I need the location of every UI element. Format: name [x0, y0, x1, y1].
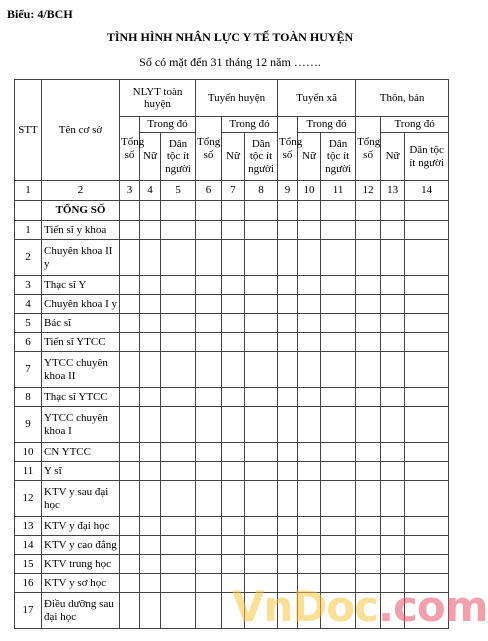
value-cell	[222, 555, 245, 574]
value-cell	[245, 407, 278, 443]
value-cell	[120, 201, 140, 221]
value-cell	[222, 314, 245, 333]
row-facility-name: Tiến sĩ y khoa	[42, 221, 120, 240]
value-cell	[356, 481, 381, 517]
value-cell	[161, 593, 196, 629]
value-cell	[245, 443, 278, 462]
value-cell	[140, 240, 161, 276]
value-cell	[321, 555, 356, 574]
value-cell	[120, 517, 140, 536]
column-number: 12	[356, 181, 381, 201]
table-row	[15, 555, 449, 574]
value-cell	[381, 276, 405, 295]
value-cell	[278, 462, 298, 481]
header-total: Tổng số	[278, 117, 298, 181]
column-number: 1	[15, 181, 42, 201]
value-cell	[356, 295, 381, 314]
value-cell	[381, 536, 405, 555]
value-cell	[405, 443, 449, 462]
row-stt: 9	[15, 407, 42, 443]
value-cell	[196, 462, 222, 481]
value-cell	[381, 240, 405, 276]
header-total: Tổng số	[356, 117, 381, 181]
value-cell	[278, 407, 298, 443]
table-row	[15, 536, 449, 555]
value-cell	[120, 221, 140, 240]
header-of-which: Trong đó	[298, 117, 356, 133]
value-cell	[120, 352, 140, 388]
value-cell	[120, 388, 140, 407]
value-cell	[196, 276, 222, 295]
form-code: Biểu: 4/BCH	[7, 7, 73, 21]
value-cell	[161, 295, 196, 314]
value-cell	[222, 221, 245, 240]
value-cell	[161, 517, 196, 536]
row-stt: 10	[15, 443, 42, 462]
value-cell	[120, 276, 140, 295]
value-cell	[321, 388, 356, 407]
value-cell	[245, 481, 278, 517]
value-cell	[298, 295, 321, 314]
table-row	[15, 407, 449, 443]
value-cell	[356, 221, 381, 240]
table-row	[15, 352, 449, 388]
header-of-which: Trong đó	[381, 117, 449, 133]
value-cell	[245, 240, 278, 276]
document-subtitle: Số có mặt đến 31 tháng 12 năm …….	[139, 55, 321, 69]
value-cell	[140, 314, 161, 333]
row-facility-name: KTV y sau đại học	[42, 481, 120, 517]
value-cell	[298, 240, 321, 276]
value-cell	[161, 276, 196, 295]
value-cell	[321, 201, 356, 221]
table-row	[15, 240, 449, 276]
value-cell	[140, 481, 161, 517]
row-facility-name: Tiến sĩ YTCC	[42, 333, 120, 352]
header-ethnic-minority: Dân tộc ít người	[245, 133, 278, 181]
value-cell	[405, 314, 449, 333]
value-cell	[196, 388, 222, 407]
header-female: Nữ	[222, 133, 245, 181]
value-cell	[278, 314, 298, 333]
row-facility-name: Bác sĩ	[42, 314, 120, 333]
value-cell	[140, 593, 161, 629]
value-cell	[196, 481, 222, 517]
value-cell	[196, 574, 222, 593]
column-number: 5	[161, 181, 196, 201]
value-cell	[321, 295, 356, 314]
table-row	[15, 333, 449, 352]
value-cell	[245, 555, 278, 574]
value-cell	[321, 314, 356, 333]
value-cell	[222, 388, 245, 407]
value-cell	[196, 221, 222, 240]
row-stt: 4	[15, 295, 42, 314]
row-facility-name: YTCC chuyên khoa II	[42, 352, 120, 388]
value-cell	[298, 462, 321, 481]
value-cell	[321, 536, 356, 555]
header-ethnic-minority: Dân tộc ít người	[405, 133, 449, 181]
value-cell	[222, 276, 245, 295]
value-cell	[405, 352, 449, 388]
header-group-village: Thôn, bản	[356, 80, 449, 117]
column-number: 7	[222, 181, 245, 201]
value-cell	[405, 462, 449, 481]
value-cell	[278, 201, 298, 221]
value-cell	[222, 481, 245, 517]
value-cell	[161, 352, 196, 388]
header-total: Tổng số	[196, 117, 222, 181]
row-stt: 6	[15, 333, 42, 352]
value-cell	[356, 555, 381, 574]
row-facility-name: Thạc sĩ Y	[42, 276, 120, 295]
value-cell	[196, 333, 222, 352]
header-stt: STT	[15, 80, 42, 181]
value-cell	[222, 352, 245, 388]
value-cell	[405, 276, 449, 295]
column-number: 11	[321, 181, 356, 201]
column-number: 2	[42, 181, 120, 201]
row-facility-name: KTV y sơ học	[42, 574, 120, 593]
value-cell	[120, 481, 140, 517]
value-cell	[278, 481, 298, 517]
value-cell	[405, 555, 449, 574]
header-of-which: Trong đó	[222, 117, 278, 133]
value-cell	[278, 333, 298, 352]
value-cell	[245, 352, 278, 388]
row-stt: 2	[15, 240, 42, 276]
value-cell	[140, 221, 161, 240]
row-facility-name: KTV trung học	[42, 555, 120, 574]
column-number: 10	[298, 181, 321, 201]
row-stt: 13	[15, 517, 42, 536]
table-row	[15, 276, 449, 295]
value-cell	[120, 536, 140, 555]
row-facility-name: Chuyên khoa II y	[42, 240, 120, 276]
value-cell	[405, 295, 449, 314]
value-cell	[222, 517, 245, 536]
value-cell	[278, 276, 298, 295]
value-cell	[196, 240, 222, 276]
value-cell	[222, 240, 245, 276]
value-cell	[161, 388, 196, 407]
value-cell	[222, 333, 245, 352]
value-cell	[245, 221, 278, 240]
value-cell	[161, 555, 196, 574]
value-cell	[245, 388, 278, 407]
value-cell	[196, 407, 222, 443]
value-cell	[298, 481, 321, 517]
value-cell	[196, 201, 222, 221]
header-total: Tổng số	[120, 117, 140, 181]
value-cell	[245, 462, 278, 481]
value-cell	[120, 295, 140, 314]
value-cell	[356, 333, 381, 352]
column-number-row	[15, 181, 449, 201]
value-cell	[245, 276, 278, 295]
row-stt: 14	[15, 536, 42, 555]
value-cell	[140, 388, 161, 407]
value-cell	[278, 352, 298, 388]
value-cell	[140, 407, 161, 443]
value-cell	[222, 443, 245, 462]
value-cell	[321, 352, 356, 388]
value-cell	[196, 443, 222, 462]
value-cell	[196, 517, 222, 536]
header-female: Nữ	[381, 133, 405, 181]
value-cell	[298, 221, 321, 240]
staffing-table	[14, 79, 449, 629]
total-label: TỔNG SỐ	[42, 201, 120, 221]
value-cell	[120, 333, 140, 352]
total-row	[15, 201, 449, 221]
value-cell	[321, 407, 356, 443]
row-stt: 12	[15, 481, 42, 517]
header-ethnic-minority: Dân tộc ít người	[161, 133, 196, 181]
row-stt: 8	[15, 388, 42, 407]
row-facility-name: Thạc sĩ YTCC	[42, 388, 120, 407]
value-cell	[381, 481, 405, 517]
value-cell	[278, 295, 298, 314]
row-stt: 15	[15, 555, 42, 574]
row-facility-name: KTV y đại học	[42, 517, 120, 536]
value-cell	[196, 593, 222, 629]
value-cell	[245, 295, 278, 314]
value-cell	[140, 333, 161, 352]
value-cell	[140, 443, 161, 462]
header-facility: Tên cơ sở	[42, 80, 120, 181]
value-cell	[321, 240, 356, 276]
header-female: Nữ	[140, 133, 161, 181]
value-cell	[405, 388, 449, 407]
value-cell	[161, 201, 196, 221]
table-row	[15, 462, 449, 481]
value-cell	[222, 407, 245, 443]
value-cell	[161, 481, 196, 517]
header-ethnic-minority: Dân tộc ít người	[321, 133, 356, 181]
value-cell	[356, 462, 381, 481]
value-cell	[381, 314, 405, 333]
table-row	[15, 314, 449, 333]
column-number: 3	[120, 181, 140, 201]
row-stt: 16	[15, 574, 42, 593]
value-cell	[278, 517, 298, 536]
column-number: 14	[405, 181, 449, 201]
value-cell	[140, 295, 161, 314]
value-cell	[222, 295, 245, 314]
value-cell	[298, 201, 321, 221]
document-title: TÌNH HÌNH NHÂN LỰC Y TẾ TOÀN HUYỆN	[106, 30, 354, 44]
value-cell	[321, 333, 356, 352]
value-cell	[161, 462, 196, 481]
value-cell	[278, 240, 298, 276]
value-cell	[405, 481, 449, 517]
value-cell	[298, 536, 321, 555]
header-group-commune-level: Tuyến xã	[278, 80, 356, 117]
value-cell	[140, 574, 161, 593]
value-cell	[356, 352, 381, 388]
value-cell	[405, 536, 449, 555]
value-cell	[140, 462, 161, 481]
value-cell	[140, 555, 161, 574]
value-cell	[278, 536, 298, 555]
header-group-district-total: NLYT toàn huyện	[120, 80, 196, 117]
column-number: 4	[140, 181, 161, 201]
value-cell	[140, 276, 161, 295]
value-cell	[298, 517, 321, 536]
row-facility-name: Điều dưỡng sau đại học	[42, 593, 120, 629]
column-number: 6	[196, 181, 222, 201]
header-female: Nữ	[298, 133, 321, 181]
value-cell	[405, 221, 449, 240]
value-cell	[161, 221, 196, 240]
value-cell	[120, 574, 140, 593]
column-number: 9	[278, 181, 298, 201]
value-cell	[356, 314, 381, 333]
value-cell	[161, 536, 196, 555]
value-cell	[278, 221, 298, 240]
value-cell	[381, 333, 405, 352]
row-stt: 3	[15, 276, 42, 295]
value-cell	[120, 314, 140, 333]
table-row	[15, 221, 449, 240]
value-cell	[278, 555, 298, 574]
value-cell	[161, 240, 196, 276]
value-cell	[405, 201, 449, 221]
value-cell	[381, 407, 405, 443]
row-facility-name: Chuyên khoa I y	[42, 295, 120, 314]
value-cell	[120, 462, 140, 481]
value-cell	[356, 443, 381, 462]
value-cell	[278, 388, 298, 407]
table-row	[15, 388, 449, 407]
row-stt: 1	[15, 221, 42, 240]
value-cell	[356, 536, 381, 555]
value-cell	[222, 462, 245, 481]
value-cell	[245, 201, 278, 221]
value-cell	[381, 462, 405, 481]
row-stt: 5	[15, 314, 42, 333]
row-facility-name: CN YTCC	[42, 443, 120, 462]
value-cell	[381, 388, 405, 407]
value-cell	[298, 443, 321, 462]
value-cell	[245, 314, 278, 333]
row-stt: 7	[15, 352, 42, 388]
value-cell	[120, 240, 140, 276]
value-cell	[298, 352, 321, 388]
header-group-district-level: Tuyến huyện	[196, 80, 278, 117]
value-cell	[245, 517, 278, 536]
value-cell	[405, 407, 449, 443]
value-cell	[321, 443, 356, 462]
value-cell	[356, 517, 381, 536]
value-cell	[278, 443, 298, 462]
value-cell	[381, 295, 405, 314]
table-row	[15, 481, 449, 517]
value-cell	[405, 240, 449, 276]
value-cell	[196, 555, 222, 574]
value-cell	[356, 407, 381, 443]
table-row	[15, 295, 449, 314]
value-cell	[140, 536, 161, 555]
row-facility-name: KTV y cao đẳng	[42, 536, 120, 555]
value-cell	[120, 443, 140, 462]
value-cell	[161, 443, 196, 462]
value-cell	[356, 388, 381, 407]
value-cell	[321, 221, 356, 240]
value-cell	[140, 352, 161, 388]
total-stt-cell	[15, 201, 42, 221]
row-facility-name: YTCC chuyên khoa I	[42, 407, 120, 443]
value-cell	[321, 462, 356, 481]
value-cell	[161, 333, 196, 352]
table-row	[15, 443, 449, 462]
value-cell	[298, 388, 321, 407]
value-cell	[381, 352, 405, 388]
value-cell	[321, 481, 356, 517]
value-cell	[161, 407, 196, 443]
row-stt: 17	[15, 593, 42, 629]
value-cell	[120, 593, 140, 629]
value-cell	[245, 333, 278, 352]
column-number: 13	[381, 181, 405, 201]
value-cell	[381, 517, 405, 536]
value-cell	[405, 333, 449, 352]
value-cell	[356, 240, 381, 276]
value-cell	[196, 295, 222, 314]
site-watermark: VnDoc.com	[232, 582, 488, 631]
row-stt: 11	[15, 462, 42, 481]
value-cell	[140, 201, 161, 221]
value-cell	[298, 276, 321, 295]
value-cell	[381, 221, 405, 240]
value-cell	[321, 517, 356, 536]
value-cell	[196, 536, 222, 555]
value-cell	[196, 352, 222, 388]
value-cell	[161, 574, 196, 593]
value-cell	[298, 555, 321, 574]
value-cell	[298, 407, 321, 443]
value-cell	[356, 201, 381, 221]
header-of-which: Trong đó	[140, 117, 196, 133]
table-row	[15, 517, 449, 536]
value-cell	[381, 201, 405, 221]
value-cell	[298, 314, 321, 333]
value-cell	[120, 555, 140, 574]
value-cell	[298, 333, 321, 352]
row-facility-name: Y sĩ	[42, 462, 120, 481]
column-number: 8	[245, 181, 278, 201]
value-cell	[356, 276, 381, 295]
value-cell	[405, 517, 449, 536]
value-cell	[161, 314, 196, 333]
value-cell	[140, 517, 161, 536]
value-cell	[381, 555, 405, 574]
value-cell	[196, 314, 222, 333]
value-cell	[321, 276, 356, 295]
value-cell	[222, 536, 245, 555]
value-cell	[120, 407, 140, 443]
value-cell	[222, 201, 245, 221]
value-cell	[381, 443, 405, 462]
value-cell	[245, 536, 278, 555]
